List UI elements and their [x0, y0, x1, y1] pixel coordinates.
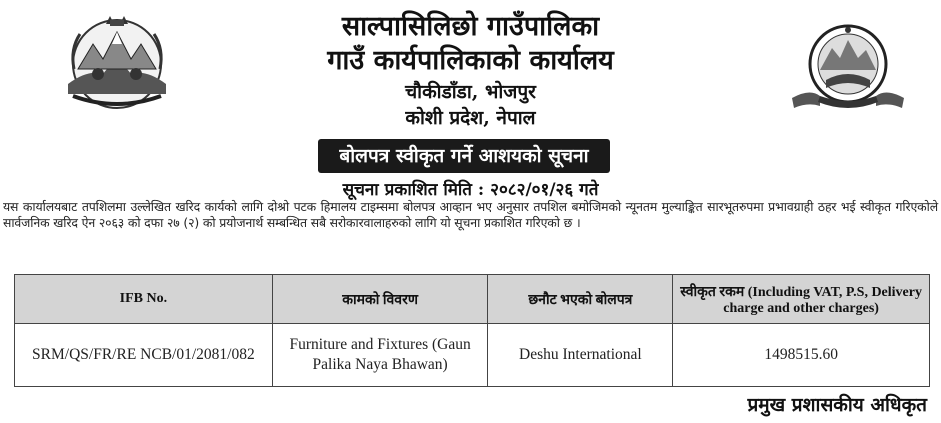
column-header-approved-amount: स्वीकृत रकम (Including VAT, P.S, Delivery charge and other charges)	[673, 275, 930, 324]
notice-body: यस कार्यालयबाट तपशिलमा उल्लेखित खरिद कार्यको लागि दोश्रो पटक हिमालय टाइम्समा बोलपत्र आव्हान भए अनुसार तपशिल बमोजिमको न्यूनतम मुल्याङ्कित सारभूतरुपमा प्रभावग्राही ठहर भई स्वीकृत गरिएकोले सार्वजनिक खरिद ऐन २०६३ को दफा २७ (२) को प्रयोजनार्थ सम्बन्धित सबै सरोकारवालाहरुको लागि यो सूचना प्रकाशित गरिएको छ ।	[3, 199, 938, 230]
column-header-description: कामको विवरण	[272, 275, 488, 324]
bid-table	[14, 274, 930, 387]
municipality-name: साल्पासिलिछो गाउँपालिका	[341, 11, 600, 42]
cell-approved-amount: 1498515.60	[673, 324, 930, 387]
published-date: सूचना प्रकाशित मिति : २०८२/०१/२६ गते	[342, 180, 599, 200]
cell-work-description: Furniture and Fixtures (Gaun Palika Naya Bhawan)	[272, 324, 488, 387]
office-name: गाउँ कार्यपालिकाको कार्यालय	[327, 45, 614, 76]
table-row	[15, 324, 930, 387]
municipality-logo-icon	[790, 18, 906, 116]
cell-selected-bidder: Deshu International	[488, 324, 673, 387]
column-header-selected-bidder: छनौट भएको बोलपत्र	[488, 275, 673, 324]
column-header-ifb: IFB No.	[15, 275, 273, 324]
notice-header	[0, 0, 941, 200]
cell-ifb-number: SRM/QS/FR/RE NCB/01/2081/082	[15, 324, 273, 387]
notice-title: बोलपत्र स्वीकृत गर्ने आशयको सूचना	[318, 139, 610, 173]
office-location: चौकीडाँडा, भोजपुर	[405, 81, 536, 103]
table-header-row	[15, 275, 930, 324]
signatory-title: प्रमुख प्रशासकीय अधिकृत	[747, 394, 927, 416]
office-province: कोशी प्रदेश, नेपाल	[405, 107, 536, 129]
